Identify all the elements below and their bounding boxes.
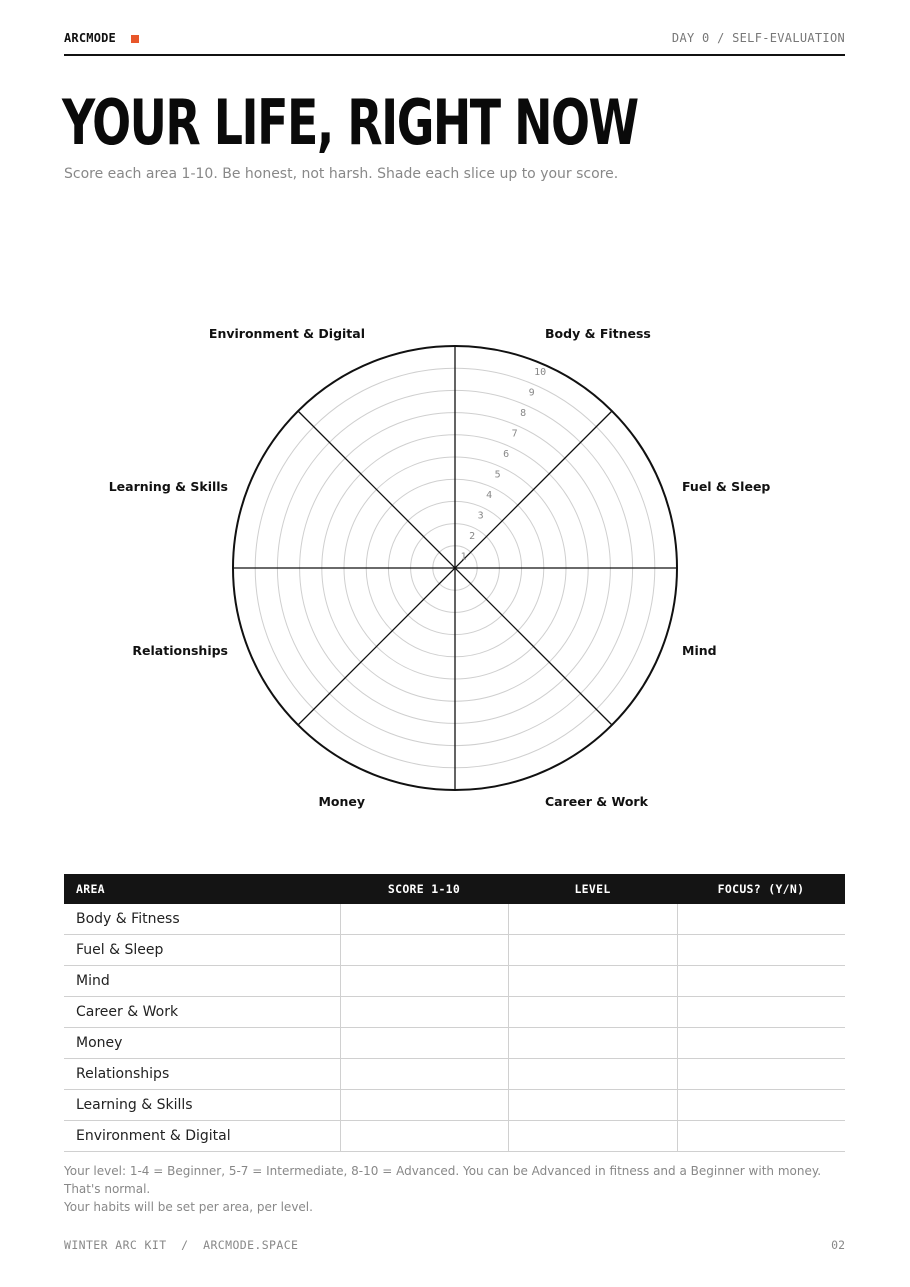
focus-cell[interactable] bbox=[677, 1059, 845, 1090]
level-cell[interactable] bbox=[508, 1090, 677, 1121]
wheel-area-label: Fuel & Sleep bbox=[682, 479, 771, 495]
column-header-score: SCORE 1-10 bbox=[340, 874, 508, 904]
table-row bbox=[64, 1090, 845, 1121]
area-name: Career & Work bbox=[64, 997, 340, 1028]
level-cell[interactable] bbox=[508, 1059, 677, 1090]
section-label: DAY 0 / SELF-EVALUATION bbox=[671, 31, 845, 45]
focus-cell[interactable] bbox=[677, 904, 845, 935]
level-note bbox=[64, 1162, 854, 1216]
wheel-area-label: Body & Fitness bbox=[545, 326, 651, 341]
score-cell[interactable] bbox=[340, 997, 508, 1028]
level-cell[interactable] bbox=[508, 1028, 677, 1059]
column-header-area: AREA bbox=[64, 874, 340, 904]
page-title: YOUR LIFE, RIGHT NOW bbox=[62, 86, 638, 159]
wheel-ring-numbers bbox=[461, 367, 546, 563]
ring-number: 4 bbox=[486, 490, 493, 502]
table-row bbox=[64, 997, 845, 1028]
score-cell[interactable] bbox=[340, 1121, 508, 1152]
score-cell[interactable] bbox=[340, 904, 508, 935]
score-cell[interactable] bbox=[340, 966, 508, 997]
wheel-area-label: Mind bbox=[682, 642, 717, 658]
ring-number: 8 bbox=[520, 408, 527, 420]
wheel-area-label: Relationships bbox=[132, 642, 228, 658]
page-subtitle: Score each area 1-10. Be honest, not harsh. Shade each slice up to your score. bbox=[64, 166, 619, 182]
table-row bbox=[64, 904, 845, 935]
score-table bbox=[64, 874, 845, 1152]
level-cell[interactable] bbox=[508, 904, 677, 935]
ring-number: 3 bbox=[477, 510, 484, 522]
focus-cell[interactable] bbox=[677, 935, 845, 966]
wheel-spokes bbox=[233, 346, 677, 790]
wheel-area-label: Career & Work bbox=[545, 794, 648, 809]
level-note-line: Your habits will be set per area, per level. bbox=[64, 1200, 313, 1214]
level-note-line: Your level: 1-4 = Beginner, 5-7 = Intermediate, 8-10 = Advanced. You can be Advanced in fitness and a Beginner with money. That's normal. bbox=[64, 1164, 822, 1196]
table-row bbox=[64, 935, 845, 966]
level-cell[interactable] bbox=[508, 997, 677, 1028]
score-cell[interactable] bbox=[340, 1059, 508, 1090]
area-name: Environment & Digital bbox=[64, 1121, 340, 1152]
score-cell[interactable] bbox=[340, 1028, 508, 1059]
focus-cell[interactable] bbox=[677, 966, 845, 997]
ring-number: 1 bbox=[460, 551, 467, 563]
wheel-area-label: Learning & Skills bbox=[108, 479, 228, 495]
ring-number: 9 bbox=[528, 387, 535, 399]
brand-name: ARCMODE bbox=[64, 31, 116, 45]
ring-number: 7 bbox=[511, 428, 518, 440]
score-cell[interactable] bbox=[340, 1090, 508, 1121]
wheel-area-label: Money bbox=[318, 794, 365, 809]
column-header-focus: FOCUS? (Y/N) bbox=[677, 874, 845, 904]
column-header-level: LEVEL bbox=[508, 874, 677, 904]
focus-cell[interactable] bbox=[677, 1090, 845, 1121]
area-name: Learning & Skills bbox=[64, 1090, 340, 1121]
table-row bbox=[64, 1028, 845, 1059]
area-name: Money bbox=[64, 1028, 340, 1059]
page-number: 02 bbox=[831, 1238, 845, 1252]
table-row bbox=[64, 966, 845, 997]
focus-cell[interactable] bbox=[677, 997, 845, 1028]
footer-kit-label: WINTER ARC KIT / ARCMODE.SPACE bbox=[64, 1238, 299, 1252]
table-row bbox=[64, 1059, 845, 1090]
area-name: Body & Fitness bbox=[64, 904, 340, 935]
area-name: Mind bbox=[64, 966, 340, 997]
ring-number: 5 bbox=[494, 469, 501, 481]
area-name: Fuel & Sleep bbox=[64, 935, 340, 966]
wheel-area-label: Environment & Digital bbox=[208, 326, 365, 341]
ring-number: 2 bbox=[469, 531, 476, 543]
focus-cell[interactable] bbox=[677, 1028, 845, 1059]
table-row bbox=[64, 1121, 845, 1152]
table-header-row bbox=[64, 874, 845, 904]
area-name: Relationships bbox=[64, 1059, 340, 1090]
score-cell[interactable] bbox=[340, 935, 508, 966]
level-cell[interactable] bbox=[508, 1121, 677, 1152]
focus-cell[interactable] bbox=[677, 1121, 845, 1152]
level-cell[interactable] bbox=[508, 935, 677, 966]
ring-number: 10 bbox=[534, 367, 547, 379]
level-cell[interactable] bbox=[508, 966, 677, 997]
ring-number: 6 bbox=[503, 449, 510, 461]
